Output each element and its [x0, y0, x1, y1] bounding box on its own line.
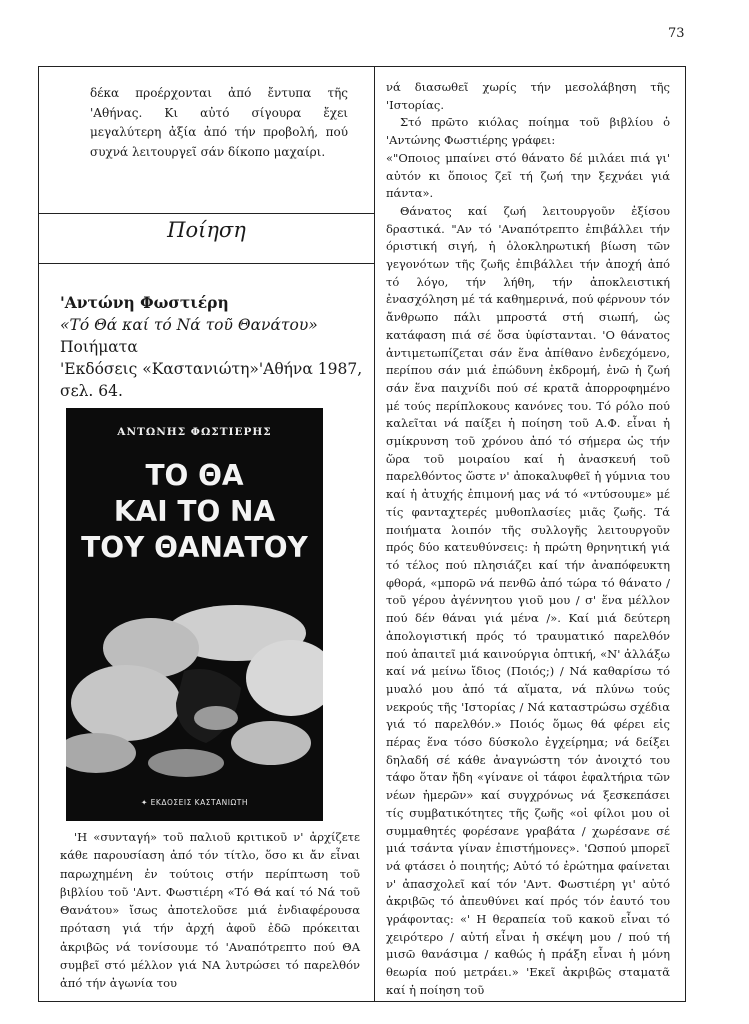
right-paragraph: Θάνατος καί ζωή λειτουργοῦν ἐξίσου δραστικά. "Αν τό 'Αναπότρεπτο ἐπιβάλλει τήν όριστική σιγή, ἡ ὁλοκληρωτική βίωση τῶν γεγονότων τῆς ζωῆς ἐπιβάλλει τήν ἀποχή ἀπό τό λόγο, τήν λήθη, τήν ἀποκλειστική ἐνασχόληση μέ τά καθημερινά, πού φέρνουν τόν ἄνθρωπο πάλι μπροστά στή σιωπή, ὡς κατάφαση πιά σέ ὅσα ὑφίστανται. 'Ο θάνατος ἀντιμετωπίζεται σάν ἕνα ἀπίθανο ἐνδεχόμενο, περίπου σάν μιά ἐπώδυνη ἐκδρομή, ἐνῶ ἡ ζωή σάν ἕνα παιχνίδι πού σέ κρατᾶ ἀπορροφημένο μέ τούς περίπλοκους κανόνες του. Τό ρόλο πού καλεῖται νά παίξει ἡ ποίηση τοῦ Α.Φ. εἶναι ἡ σμίκρυνση τοῦ χρόνου ἀπό τό σήμερα ὡς τήν ὥρα τοῦ μοιραίου καί ἡ ἀνασκευή τοῦ παρελθόντος ὥστε ν' ἀποκαλυφθεῖ ἡ γύμνια του καί ἡ ἀτυχής ἐπιμονή μας νά τό «ντύσουμε» μέ τίς φανταχτερές μυθοπλασίες μιᾶς ζωῆς. Τά ποιήματα λοιπόν τῆς συλλογῆς λειτουργοῦν πρός δύο κατευθύνσεις: ἡ πρώτη θρηνητική γιά τό τέλος πού πλησιάζει καί τήν ἀναπόφευκτη φθορά, «μπορῶ νά πενθῶ ἀπό τώρα τό θάνατο / τοῦ γέρου ἀγέννητου γιοῦ μου / σ' ἕνα μέλλον πού δέν θάναι γιά μένα /». Καί μιά δεύτερη ἀπολογιστική πρός τό τραυματικό παρελθόν πού ἀπαιτεῖ μιά καινούργια ὀπτική, «Ν' ἀλλάξω καί νά μείνω ἴδιος (Ποιός;) / Νά καθαρίσω τό μυαλό μου ἀπό τά αἵματα, νά πλύνω τούς νεκρούς τῆς 'Ιστορίας / Νά καταστρώσω σχέδια γιά τό παρελθόν.» Ποιός ὅμως θά φέρει εἰς πέρας ἕνα τόσο δύσκολο ἐγχείρημα; νά δείξει δηλαδή σέ κάθε ἀναγνώστη τόν ἀνοιχτό του τάφο ὅταν ἤδη «γίνανε οἱ τάφοι ἐφαλτήρια τῶν νέων ἡμερῶν» καί συγχρόνως νά ξεσκεπάσει τίς συμβατικότητες τῆς ζωῆς «οἱ φίλοι μου οἱ συμμαθητές φορέσανε γραβάτα / χωρέσανε σέ μιά τσάντα γίναν ἐπιστήμονες». 'Ωσπού μπορεῖ νά φτάσει ὁ ποιητής; Αὐτό τό ἐρώτημα φαίνεται ν' ἀπασχολεῖ καί τόν 'Αντ. Φωστιέρη γι' αὐτό ἀκριβῶς τό ἀπευθύνει καί πρός τόν ἑαυτό του γράφοντας: «' Η θεραπεία τοῦ κακοῦ εἶναι τό χειρότερο / αὐτή εἶναι ἡ σκέψη μου / πού τή μισῶ θανάσιμα / καθώς ἡ πράξη εἶναι ἡ μόνη θεωρία πού μετράει.» 'Εκεῖ ἀκριβῶς σταματᾶ καί ἡ ποίηση τοῦ [386, 203, 670, 997]
book-info [60, 292, 363, 402]
book-cover-image [66, 408, 323, 821]
cover-publisher: ✦ ΕΚΔΟΣΕΙΣ ΚΑΣΤΑΝΙΩΤΗ [141, 798, 248, 807]
cover-title-line: ΤΟ ΘΑ [145, 459, 244, 492]
book-pages: σελ. 64. [60, 382, 123, 400]
book-publisher: 'Εκδόσεις «Καστανιώτη»'Αθήνα 1987, [60, 360, 363, 378]
page-number: 73 [668, 26, 685, 41]
section-title: Ποίηση [167, 218, 246, 242]
right-column-text [386, 79, 670, 1000]
section-rule-bottom [38, 263, 375, 264]
book-author: 'Αντώνη Φωστιέρη [60, 293, 229, 312]
book-title: «Τό Θά καί τό Νά τοῦ Θανάτου» [60, 316, 318, 334]
cover-stones-illustration [66, 593, 323, 783]
cover-title-line: ΤΟΥ ΘΑΝΑΤΟΥ [81, 531, 308, 564]
cover-author: ΑΝΤΩΝΗΣ ΦΩΣΤΙΕΡΗΣ [117, 426, 272, 438]
right-paragraph: Στό πρῶτο κιόλας ποίημα τοῦ βιβλίου ὁ 'Αντώνης Φωστιέρης γράφει: [386, 115, 670, 148]
right-paragraph: νά διασωθεῖ χωρίς τήν μεσολάβηση τῆς 'Ιστορίας. [386, 80, 670, 112]
cover-title-line: ΚΑΙ ΤΟ ΝΑ [113, 495, 276, 528]
left-body-paragraph: 'Η «συνταγή» τοῦ παλιοῦ κριτικοῦ ν' ἀρχίζετε κάθε παρουσίαση ἀπό τόν τίτλο, ὅσο κι ἄν εἶναι παρωχημένη ἐν τούτοις στήν περίπτωση τοῦ βιβλίου τοῦ 'Αντ. Φωστιέρη «Τό Θά καί τό Νά τοῦ Θανάτου» ἴσως ἀποτελοῦσε μιά ἐνδιαφέρουσα πρόταση γιά τήν ἀρχή ἀφοῦ ἐδῶ πρόκειται ἀκριβῶς νά τονίσουμε τό 'Αναπότρεπτο πού ΘΑ συμβεῖ στό μέλλον γιά ΝΑ λυτρώσει τό παρελθόν ἀπό τήν ἀγωνία του [60, 830, 360, 991]
book-genre: Ποιήματα [60, 338, 138, 356]
poem-quote: «"Οποιος μπαίνει στό θάνατο δέ μιλάει πιά γι' αὐτόν κι ὅποιος ζεῖ τή ζωή την ξεχνάει γιά πάντα». [386, 150, 670, 201]
column-divider [374, 66, 375, 1002]
section-rule-top [38, 213, 375, 214]
intro-paragraph: δέκα προέρχονται ἀπό ἔντυπα τῆς 'Αθήνας. Κι αὐτό σίγουρα ἔχει μεγαλύτερη ἀξία ἀπό τήν προβολή, πού συχνά λειτουργεῖ σάν δίκοπο μαχαίρι. [90, 86, 348, 159]
cover-title [66, 458, 323, 566]
